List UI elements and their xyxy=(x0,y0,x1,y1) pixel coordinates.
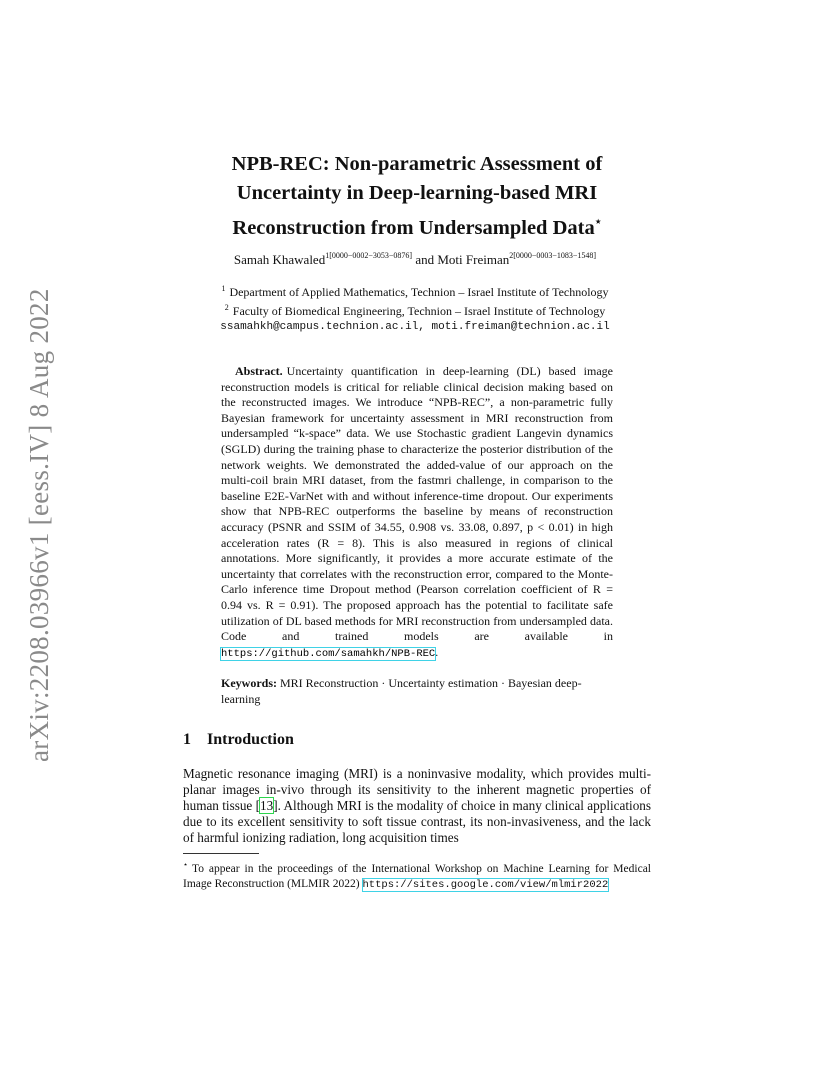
keywords-label: Keywords: xyxy=(221,676,277,690)
footnote-divider xyxy=(183,853,259,854)
section-title: Introduction xyxy=(207,731,294,748)
footnote-mark: ⋆ xyxy=(183,860,189,869)
author-1-orcid: 1[0000−0002−3053−0876] xyxy=(325,251,413,260)
keywords xyxy=(221,676,613,707)
author-2-orcid: 2[0000−0003−1083−1548] xyxy=(509,251,597,260)
author-conjunction: and xyxy=(415,252,435,267)
arxiv-identifier: arXiv:2208.03966v1 [eess.IV] 8 Aug 2022 xyxy=(24,288,54,762)
title-footnote-mark: ⋆ xyxy=(594,216,602,228)
workshop-link[interactable]: https://sites.google.com/view/mlmir2022 xyxy=(362,879,609,891)
keywords-text: MRI Reconstruction · Uncertainty estimation · Bayesian deep-learning xyxy=(221,676,582,706)
abstract xyxy=(221,364,613,662)
citation-link[interactable]: 13 xyxy=(260,797,274,813)
intro-text-before-cite: Magnetic resonance imaging (MRI) is a noninvasive modality, which provides multi-planar images in-vivo through its sensitivity to the inherent magnetic properties of human tissue [ xyxy=(183,766,651,813)
affiliation-2-number: 2 xyxy=(224,303,229,312)
footnote xyxy=(183,857,651,893)
abstract-text: Uncertainty quantification in deep-learning (DL) based image reconstruction models is critical for reliable clinical decision making based on the reconstructed images. We introduce “NPB-REC”, a non-parametric fully Bayesian framework for uncertainty assessment in MRI reconstruction from undersampled “k-space” data. We use Stochastic gradient Langevin dynamics (SGLD) during the training phase to characterize the posterior distribution of the network weights. We demonstrated the added-value of our approach on the multi-coil brain MRI dataset, from the fastmri challenge, in comparison to the baseline E2E-VarNet with and without inference-time dropout. Our experiments show that NPB-REC outperforms the baseline by means of reconstruction accuracy (PSNR and SSIM of 34.55, 0.908 vs. 33.08, 0.897, p < 0.01) in high acceleration rates (R = 8). This is also measured in regions of clinical annotations. More significantly, it provides a more accurate estimate of the uncertainty that correlates with the reconstruction error, compared to the Monte-Carlo inference time Dropout method (Pearson correlation coefficient of R = 0.94 vs. R = 0.91). The proposed approach has the potential to facilitate safe utilization of DL based methods for MRI reconstruction from undersampled data. Code and trained models are available in xyxy=(221,364,613,644)
author-1-name: Samah Khawaled xyxy=(233,252,326,267)
abstract-end: . xyxy=(435,644,439,659)
affiliations xyxy=(150,281,680,335)
affiliation-2 xyxy=(150,300,680,319)
title-line-3-text: Reconstruction from Undersampled Data xyxy=(232,217,595,239)
section-number: 1 xyxy=(183,731,191,748)
author-list xyxy=(150,251,680,268)
title-line-1: NPB-REC: Non-parametric Assessment of xyxy=(231,153,603,175)
abstract-label: Abstract. xyxy=(235,364,283,378)
introduction-paragraph xyxy=(183,766,651,846)
title-line-2: Uncertainty in Deep-learning-based MRI xyxy=(236,182,598,204)
affiliation-1-text: Department of Applied Mathematics, Technion – Israel Institute of Technology xyxy=(229,285,609,299)
code-repository-link[interactable]: https://github.com/samahkh/NPB-REC xyxy=(221,647,436,660)
affiliation-2-text: Faculty of Biomedical Engineering, Technion – Israel Institute of Technology xyxy=(232,304,606,318)
author-emails: ssamahkh@campus.technion.ac.il, moti.freiman@technion.ac.il xyxy=(220,321,610,333)
intro-text-after-cite: ]. Although MRI is the modality of choice in many clinical applications due to its excellent sensitivity to soft tissue contrast, its non-invasiveness, and the lack of harmful ionizing radiation, long acquisition times xyxy=(183,797,652,845)
author-2-name: Moti Freiman xyxy=(437,252,510,267)
section-heading xyxy=(183,731,294,749)
affiliation-1-number: 1 xyxy=(221,284,226,293)
title-line-3 xyxy=(183,208,651,243)
paper-title xyxy=(183,150,651,243)
footnote-text: To appear in the proceedings of the International Workshop on Machine Learning for Medical Image Reconstruction (MLMIR 2022) xyxy=(183,863,651,890)
affiliation-1 xyxy=(150,281,680,300)
